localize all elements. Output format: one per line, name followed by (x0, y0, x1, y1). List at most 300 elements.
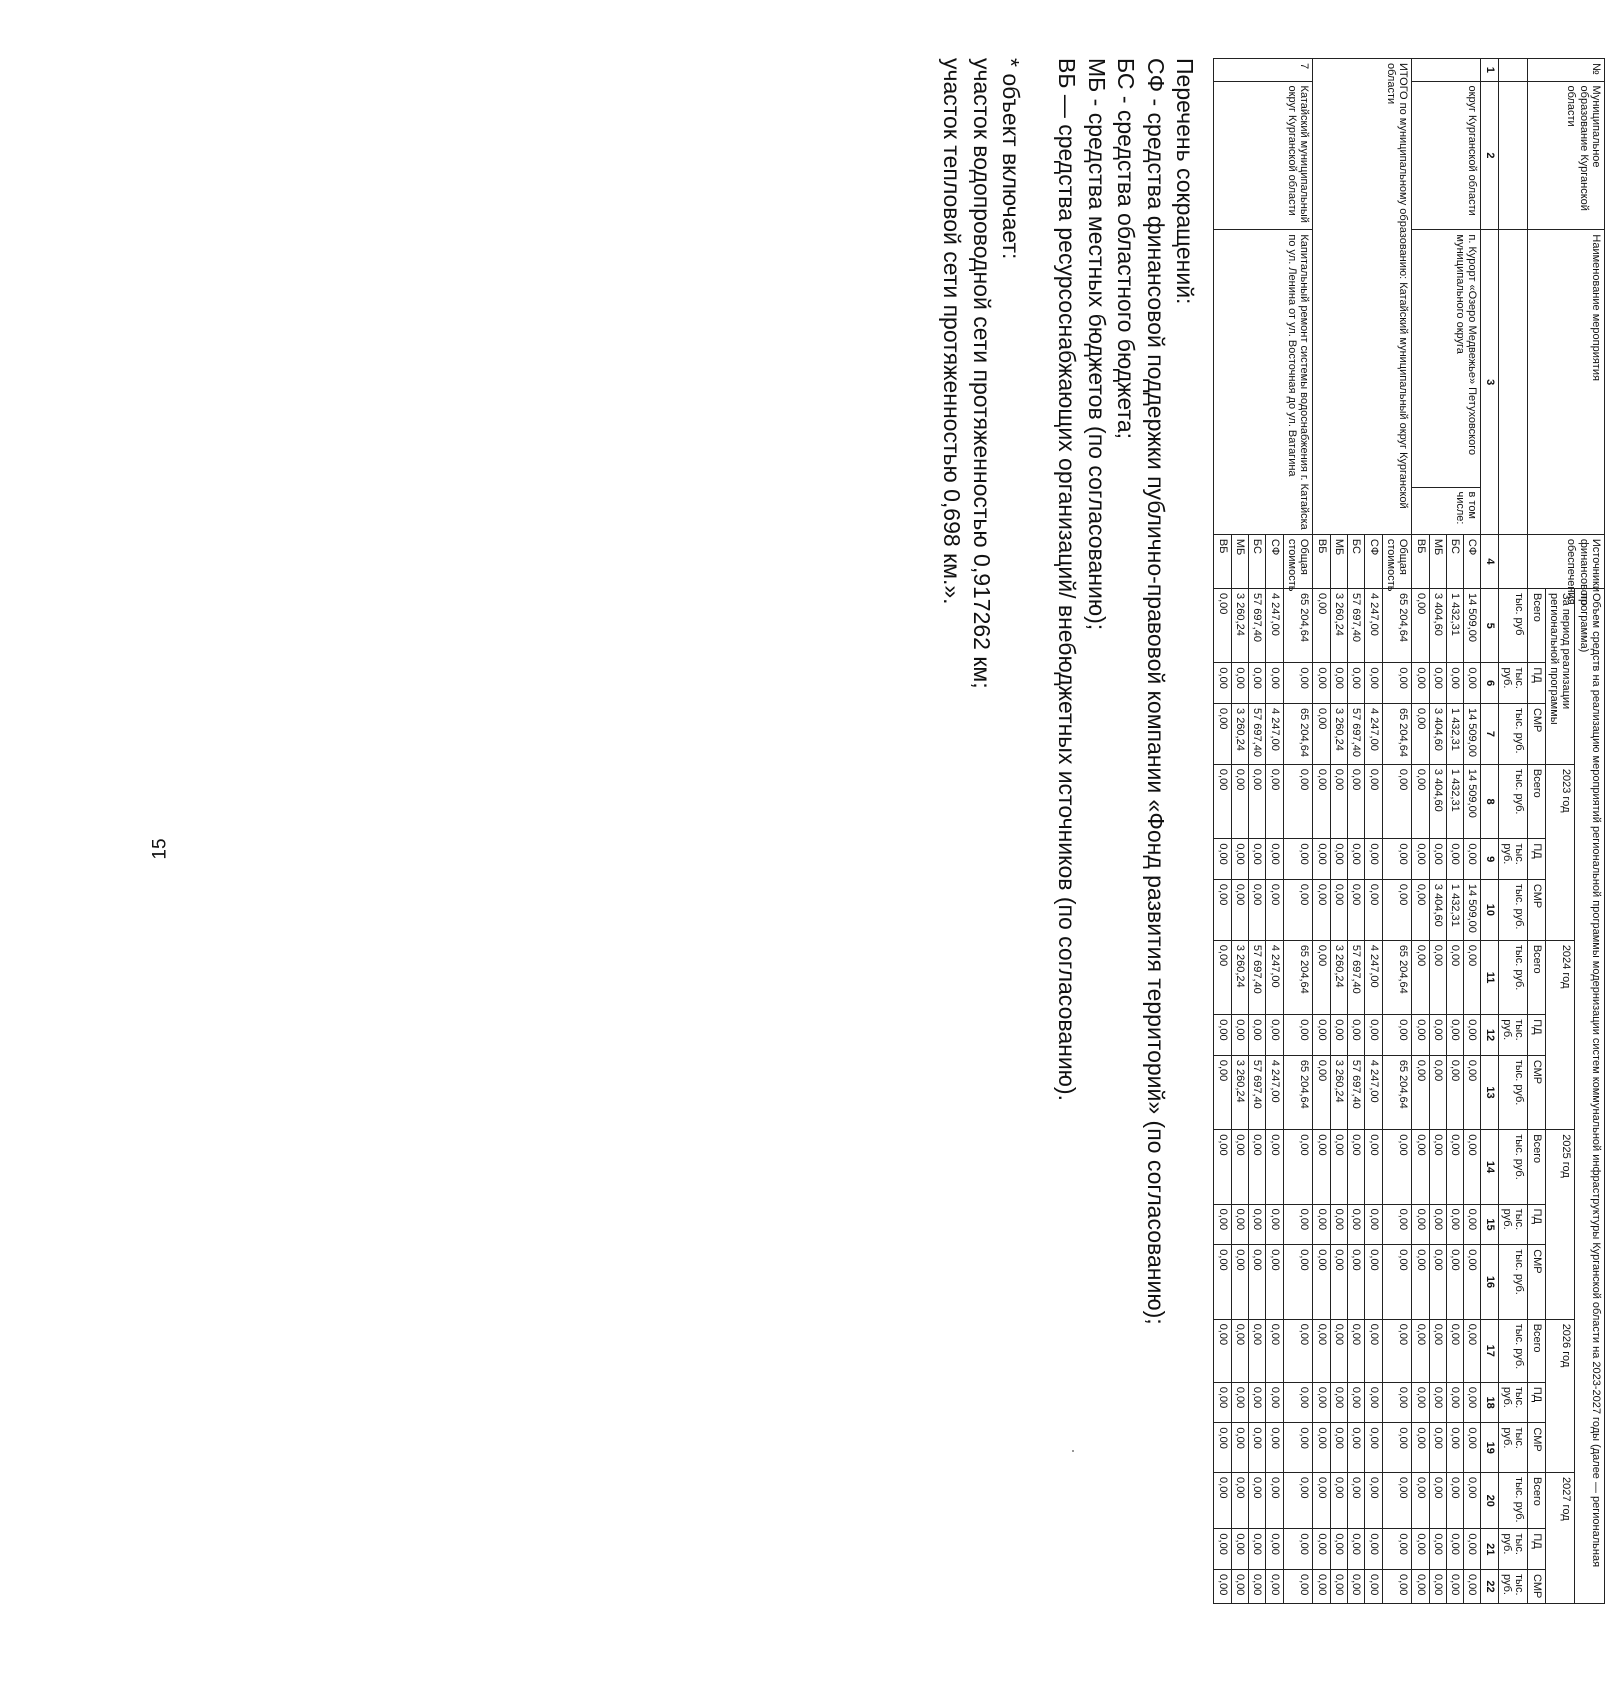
value-cell: 0,00 (1464, 1130, 1481, 1204)
value-cell: 0,00 (1283, 1015, 1313, 1056)
unit-cell: тыс. руб. (1498, 1130, 1528, 1204)
year-header: 2026 год (1545, 1319, 1575, 1472)
value-cell: 3 260,24 (1330, 1055, 1347, 1129)
abbr-line: ВБ — средства ресурсоснабжающих организаций/ внебюджетных источников (по согласованию). (1053, 58, 1080, 1101)
value-cell: 0,00 (1313, 1319, 1330, 1382)
value-cell: 0,00 (1348, 1570, 1365, 1604)
value-cell: 0,00 (1382, 1382, 1412, 1423)
abbr-line: БС - средства областного бюджета; (1113, 58, 1140, 440)
value-cell: 0,00 (1429, 1423, 1446, 1473)
subcol-header: Всего (1528, 1319, 1545, 1382)
value-cell: 0,00 (1330, 1319, 1347, 1382)
header-row-index (1481, 59, 1498, 1604)
col-event-header: Наименование мероприятия (1528, 230, 1605, 534)
value-cell: 0,00 (1412, 704, 1429, 765)
value-cell: 0,00 (1249, 1529, 1266, 1570)
index-cell: 5 (1481, 589, 1498, 663)
value-cell: 0,00 (1365, 1204, 1382, 1245)
value-cell: 0,00 (1266, 1204, 1283, 1245)
value-cell: 0,00 (1313, 839, 1330, 880)
value-cell: 0,00 (1348, 1015, 1365, 1056)
value-cell: 0,00 (1330, 663, 1347, 704)
abbr-line: СФ - средства финансовой поддержки публично-правовой компании «Фонд развития территорий» (по согласованию); (1142, 58, 1169, 1325)
mo-cell: округ Курганской области (1412, 81, 1481, 230)
value-cell: 0,00 (1266, 1423, 1283, 1473)
abbr-line: МБ - средства местных бюджетов (по согласованию); (1083, 58, 1110, 631)
subcol-header: ПД (1528, 1529, 1545, 1570)
value-cell: 0,00 (1365, 1130, 1382, 1204)
value-cell: 0,00 (1231, 764, 1248, 838)
value-cell: 0,00 (1283, 1245, 1313, 1319)
value-cell: 0,00 (1214, 1055, 1231, 1129)
object-line: участок тепловой сети протяженностью 0,698 км.». (938, 58, 965, 605)
value-cell: 1 432,31 (1446, 704, 1463, 765)
index-cell: 9 (1481, 839, 1498, 880)
value-cell: 0,00 (1348, 663, 1365, 704)
value-cell: 3 260,24 (1231, 940, 1248, 1014)
value-cell: 0,00 (1214, 589, 1231, 663)
value-cell: 0,00 (1313, 1382, 1330, 1423)
value-cell: 0,00 (1365, 1319, 1382, 1382)
source-cell: ВБ (1313, 534, 1330, 588)
value-cell: 1 432,31 (1446, 879, 1463, 940)
subcol-header: СМР (1528, 879, 1545, 940)
subcol-header: СМР (1528, 1055, 1545, 1129)
unit-cell: тыс. руб. (1498, 1055, 1528, 1129)
value-cell: 0,00 (1313, 879, 1330, 940)
value-cell: 0,00 (1214, 1382, 1231, 1423)
value-cell: 0,00 (1330, 1570, 1347, 1604)
value-cell: 0,00 (1330, 879, 1347, 940)
value-cell: 0,00 (1446, 1423, 1463, 1473)
value-cell: 0,00 (1412, 1570, 1429, 1604)
value-cell: 0,00 (1266, 1130, 1283, 1204)
source-cell: БС (1249, 534, 1266, 588)
source-cell: ВБ (1214, 534, 1231, 588)
value-cell: 0,00 (1382, 1245, 1412, 1319)
unit-cell: тыс. руб. (1498, 940, 1528, 1014)
value-cell: 0,00 (1464, 839, 1481, 880)
source-cell: МБ (1330, 534, 1347, 588)
value-cell: 0,00 (1412, 589, 1429, 663)
value-cell: 65 204,64 (1283, 589, 1313, 663)
value-cell: 0,00 (1330, 1130, 1347, 1204)
subcol-header: СМР (1528, 704, 1545, 765)
value-cell: 0,00 (1266, 1245, 1283, 1319)
event-cell: п. Курорт «Озеро Медвежье» Петуховского муниципального округа (1412, 230, 1481, 487)
value-cell: 0,00 (1266, 879, 1283, 940)
header-row-units (1498, 59, 1528, 1604)
value-cell: 0,00 (1249, 1245, 1266, 1319)
index-cell: 4 (1481, 534, 1498, 588)
value-cell: 4 247,00 (1266, 1055, 1283, 1129)
blank-cell (1498, 81, 1528, 230)
value-cell: 0,00 (1283, 1319, 1313, 1382)
value-cell: 0,00 (1446, 1015, 1463, 1056)
value-cell: 4 247,00 (1365, 704, 1382, 765)
value-cell: 1 432,31 (1446, 589, 1463, 663)
value-cell: 0,00 (1412, 1423, 1429, 1473)
value-cell: 0,00 (1214, 1319, 1231, 1382)
value-cell: 0,00 (1231, 879, 1248, 940)
value-cell: 0,00 (1412, 1204, 1429, 1245)
value-cell: 0,00 (1348, 1130, 1365, 1204)
col-mo-header: Муниципальное образование Курганской области (1528, 81, 1605, 230)
source-cell: СФ (1266, 534, 1283, 588)
blank-cell (1498, 59, 1528, 82)
value-cell: 0,00 (1214, 940, 1231, 1014)
col-no-header: № (1528, 59, 1605, 82)
index-cell: 8 (1481, 764, 1498, 838)
value-cell: 0,00 (1283, 879, 1313, 940)
subcol-header: Всего (1528, 1473, 1545, 1529)
value-cell: 0,00 (1313, 764, 1330, 838)
value-cell: 14 509,00 (1464, 589, 1481, 663)
value-cell: 14 509,00 (1464, 764, 1481, 838)
value-cell: 0,00 (1348, 1423, 1365, 1473)
value-cell: 0,00 (1266, 1319, 1283, 1382)
index-cell: 16 (1481, 1245, 1498, 1319)
unit-cell: тыс. руб. (1498, 879, 1528, 940)
value-cell: 4 247,00 (1365, 589, 1382, 663)
value-cell: 0,00 (1382, 1319, 1412, 1382)
value-cell: 0,00 (1283, 663, 1313, 704)
value-cell: 0,00 (1365, 663, 1382, 704)
value-cell: 57 697,40 (1249, 704, 1266, 765)
value-cell: 0,00 (1365, 1015, 1382, 1056)
source-cell: БС (1348, 534, 1365, 588)
value-cell: 65 204,64 (1382, 940, 1412, 1014)
value-cell: 1 432,31 (1446, 764, 1463, 838)
unit-cell: тыс. руб. (1498, 1570, 1528, 1604)
value-cell: 0,00 (1214, 764, 1231, 838)
value-cell: 0,00 (1446, 1529, 1463, 1570)
value-cell: 0,00 (1249, 1130, 1266, 1204)
event-cell: Капитальный ремонт системы водоснабжения г. Катайска по ул. Ленина от ул. Восточная до ул. Ватагина (1214, 230, 1313, 534)
value-cell: 0,00 (1412, 764, 1429, 838)
index-cell: 18 (1481, 1382, 1498, 1423)
value-cell: 0,00 (1412, 839, 1429, 880)
index-cell: 12 (1481, 1015, 1498, 1056)
value-cell: 0,00 (1412, 1319, 1429, 1382)
value-cell: 3 404,60 (1429, 764, 1446, 838)
index-cell: 1 (1481, 59, 1498, 82)
value-cell: 0,00 (1365, 1382, 1382, 1423)
value-cell: 0,00 (1266, 1473, 1283, 1529)
value-cell: 0,00 (1249, 1570, 1266, 1604)
value-cell: 0,00 (1313, 1423, 1330, 1473)
source-cell: МБ (1429, 534, 1446, 588)
value-cell: 0,00 (1382, 1204, 1412, 1245)
value-cell: 0,00 (1446, 663, 1463, 704)
value-cell: 0,00 (1283, 764, 1313, 838)
value-cell: 0,00 (1313, 589, 1330, 663)
value-cell: 0,00 (1429, 1529, 1446, 1570)
value-cell: 0,00 (1446, 1204, 1463, 1245)
value-cell: 0,00 (1330, 1382, 1347, 1423)
value-cell: 0,00 (1348, 1245, 1365, 1319)
value-cell: 0,00 (1266, 1529, 1283, 1570)
value-cell: 0,00 (1313, 1204, 1330, 1245)
value-cell: 57 697,40 (1348, 589, 1365, 663)
value-cell: 0,00 (1464, 1319, 1481, 1382)
value-cell: 0,00 (1348, 1382, 1365, 1423)
value-cell: 0,00 (1231, 1529, 1248, 1570)
value-cell: 0,00 (1283, 1382, 1313, 1423)
value-cell: 0,00 (1464, 1529, 1481, 1570)
index-cell: 22 (1481, 1570, 1498, 1604)
period-header: За период реализации региональной программы (1545, 589, 1575, 765)
value-cell: 0,00 (1382, 1130, 1412, 1204)
page-number: 15 (149, 838, 171, 860)
value-cell: 0,00 (1464, 663, 1481, 704)
value-cell: 0,00 (1382, 1529, 1412, 1570)
notes (936, 58, 1199, 1604)
source-cell: Общая стоимость (1283, 534, 1313, 588)
source-cell: Общая стоимость (1382, 534, 1412, 588)
value-cell: 0,00 (1249, 879, 1266, 940)
value-cell: 0,00 (1429, 940, 1446, 1014)
source-cell: СФ (1464, 534, 1481, 588)
unit-cell: тыс. руб. (1498, 1382, 1528, 1423)
source-cell: ВБ (1412, 534, 1429, 588)
value-cell: 0,00 (1348, 879, 1365, 940)
unit-cell: тыс. руб. (1498, 1319, 1528, 1382)
subcol-header: Всего (1528, 940, 1545, 1014)
value-cell: 0,00 (1412, 663, 1429, 704)
value-cell: 0,00 (1283, 1423, 1313, 1473)
value-cell: 0,00 (1214, 704, 1231, 765)
value-cell: 0,00 (1214, 1529, 1231, 1570)
value-cell: 0,00 (1464, 1204, 1481, 1245)
value-cell: 0,00 (1365, 879, 1382, 940)
subcol-header: СМР (1528, 1245, 1545, 1319)
value-cell: 65 204,64 (1283, 1055, 1313, 1129)
unit-cell: тыс. руб. (1498, 1015, 1528, 1056)
value-cell: 0,00 (1464, 1015, 1481, 1056)
value-cell: 0,00 (1348, 839, 1365, 880)
value-cell: 0,00 (1429, 1570, 1446, 1604)
subcol-header: СМР (1528, 1423, 1545, 1473)
value-cell: 4 247,00 (1266, 589, 1283, 663)
unit-cell: тыс. руб. (1498, 663, 1528, 704)
funding-table (1214, 58, 1605, 1604)
value-cell: 0,00 (1348, 1204, 1365, 1245)
table-row (1464, 59, 1481, 1604)
index-cell: 10 (1481, 879, 1498, 940)
value-cell: 0,00 (1446, 1570, 1463, 1604)
value-cell: 0,00 (1231, 1382, 1248, 1423)
value-cell: 0,00 (1464, 1473, 1481, 1529)
value-cell: 0,00 (1464, 940, 1481, 1014)
value-cell: 0,00 (1365, 1423, 1382, 1473)
source-cell: СФ (1365, 534, 1382, 588)
value-cell: 0,00 (1382, 663, 1412, 704)
value-cell: 0,00 (1429, 839, 1446, 880)
value-cell: 65 204,64 (1283, 940, 1313, 1014)
value-cell: 0,00 (1313, 940, 1330, 1014)
value-cell: 4 247,00 (1266, 704, 1283, 765)
value-cell: 0,00 (1231, 1473, 1248, 1529)
index-cell: 19 (1481, 1423, 1498, 1473)
subcol-header: СМР (1528, 1570, 1545, 1604)
value-cell: 0,00 (1365, 764, 1382, 838)
value-cell: 4 247,00 (1365, 1055, 1382, 1129)
value-cell: 57 697,40 (1249, 589, 1266, 663)
value-cell: 0,00 (1214, 1204, 1231, 1245)
value-cell: 0,00 (1266, 764, 1283, 838)
total-row (1283, 59, 1313, 1604)
value-cell: 65 204,64 (1382, 704, 1412, 765)
value-cell: 0,00 (1283, 1529, 1313, 1570)
value-cell: 0,00 (1429, 1473, 1446, 1529)
value-cell: 0,00 (1231, 1130, 1248, 1204)
value-cell: 0,00 (1412, 1130, 1429, 1204)
value-cell: 0,00 (1330, 764, 1347, 838)
total-label-cell: ИТОГО по муниципальному образованию: Катайский муниципальный округ Курганской области (1313, 59, 1412, 535)
value-cell: 0,00 (1382, 1423, 1412, 1473)
value-cell: 0,00 (1429, 1382, 1446, 1423)
year-header: 2023 год (1545, 764, 1575, 940)
value-cell: 0,00 (1313, 1473, 1330, 1529)
year-header: 2024 год (1545, 940, 1575, 1129)
value-cell: 4 247,00 (1266, 940, 1283, 1014)
value-cell: 0,00 (1464, 1382, 1481, 1423)
value-cell: 0,00 (1313, 704, 1330, 765)
value-cell: 0,00 (1214, 1015, 1231, 1056)
mo-cell: Катайский муниципальный округ Курганской области (1214, 81, 1313, 230)
value-cell: 0,00 (1330, 1015, 1347, 1056)
value-cell: 0,00 (1348, 1529, 1365, 1570)
value-cell: 0,00 (1231, 1015, 1248, 1056)
value-cell: 0,00 (1266, 1382, 1283, 1423)
no-cell (1412, 59, 1481, 82)
value-cell: 0,00 (1382, 1015, 1412, 1056)
value-cell: 0,00 (1266, 1570, 1283, 1604)
value-cell: 0,00 (1365, 1473, 1382, 1529)
blank-cell (1498, 534, 1528, 588)
value-cell: 0,00 (1283, 1204, 1313, 1245)
object-title: * объект включает: (998, 58, 1025, 260)
index-cell: 20 (1481, 1473, 1498, 1529)
year-header: 2025 год (1545, 1130, 1575, 1319)
value-cell: 0,00 (1446, 1130, 1463, 1204)
value-cell: 0,00 (1249, 1204, 1266, 1245)
value-cell: 0,00 (1249, 1473, 1266, 1529)
value-cell: 3 260,24 (1231, 1055, 1248, 1129)
value-cell: 0,00 (1464, 1423, 1481, 1473)
value-cell: 0,00 (1231, 1423, 1248, 1473)
unit-cell: тыс. руб. (1498, 764, 1528, 838)
value-cell: 0,00 (1412, 1473, 1429, 1529)
index-cell: 7 (1481, 704, 1498, 765)
value-cell: 0,00 (1464, 1055, 1481, 1129)
value-cell: 0,00 (1382, 1473, 1412, 1529)
value-cell: 0,00 (1464, 1570, 1481, 1604)
subcol-header: ПД (1528, 663, 1545, 704)
value-cell: 0,00 (1313, 1130, 1330, 1204)
value-cell: 0,00 (1313, 1055, 1330, 1129)
value-cell: 0,00 (1365, 1570, 1382, 1604)
value-cell: 0,00 (1446, 1319, 1463, 1382)
value-cell: 0,00 (1249, 1382, 1266, 1423)
value-cell: 0,00 (1429, 1055, 1446, 1129)
value-cell: 0,00 (1365, 839, 1382, 880)
value-cell: 0,00 (1446, 839, 1463, 880)
value-cell: 0,00 (1446, 940, 1463, 1014)
index-cell: 3 (1481, 230, 1498, 534)
subcol-header: ПД (1528, 1382, 1545, 1423)
value-cell: 0,00 (1446, 1473, 1463, 1529)
amount-header: Объем средств на реализацию мероприятий региональной программы модернизации систем коммунальной инфраструктуры Курганской области на 2023-2027 годы (далее — региональная программа) (1575, 589, 1605, 1604)
value-cell: 0,00 (1283, 1473, 1313, 1529)
value-cell: 57 697,40 (1249, 1055, 1266, 1129)
value-cell: 0,00 (1382, 839, 1412, 880)
blank-cell (1498, 230, 1528, 534)
unit-cell: тыс. руб. (1498, 1423, 1528, 1473)
value-cell: 0,00 (1429, 1015, 1446, 1056)
value-cell: 0,00 (1231, 663, 1248, 704)
value-cell: 57 697,40 (1348, 704, 1365, 765)
value-cell: 0,00 (1446, 1055, 1463, 1129)
source-cell: МБ (1231, 534, 1248, 588)
value-cell: 0,00 (1214, 1130, 1231, 1204)
unit-cell: тыс. руб. (1498, 1245, 1528, 1319)
value-cell: 57 697,40 (1249, 940, 1266, 1014)
index-cell: 13 (1481, 1055, 1498, 1129)
value-cell: 0,00 (1412, 1015, 1429, 1056)
value-cell: 0,00 (1330, 1473, 1347, 1529)
value-cell: 0,00 (1214, 1423, 1231, 1473)
value-cell: 0,00 (1365, 1245, 1382, 1319)
value-cell: 0,00 (1249, 663, 1266, 704)
value-cell: 0,00 (1214, 663, 1231, 704)
value-cell: 0,00 (1412, 1055, 1429, 1129)
subcol-header: Всего (1528, 589, 1545, 663)
value-cell: 0,00 (1330, 1245, 1347, 1319)
value-cell: 0,00 (1231, 839, 1248, 880)
value-cell: 0,00 (1429, 1245, 1446, 1319)
value-cell: 0,00 (1382, 879, 1412, 940)
index-cell: 2 (1481, 81, 1498, 230)
value-cell: 0,00 (1382, 764, 1412, 838)
subcol-header: ПД (1528, 1015, 1545, 1056)
index-cell: 14 (1481, 1130, 1498, 1204)
object-line: участок водопроводной сети протяженностью 0,917262 км; (968, 58, 995, 689)
value-cell: 3 260,24 (1330, 704, 1347, 765)
value-cell: 0,00 (1283, 1570, 1313, 1604)
value-cell: 4 247,00 (1365, 940, 1382, 1014)
value-cell: 0,00 (1231, 1319, 1248, 1382)
value-cell: 0,00 (1429, 1319, 1446, 1382)
value-cell: 0,00 (1313, 663, 1330, 704)
value-cell: 3 260,24 (1330, 940, 1347, 1014)
value-cell: 0,00 (1214, 1245, 1231, 1319)
col-source-header: Источники финансового обеспечения (1528, 534, 1605, 588)
value-cell: 0,00 (1412, 1529, 1429, 1570)
value-cell: 0,00 (1348, 764, 1365, 838)
value-cell: 0,00 (1214, 1473, 1231, 1529)
unit-cell: тыс. руб. (1498, 1204, 1528, 1245)
value-cell: 0,00 (1412, 879, 1429, 940)
value-cell: 0,00 (1330, 839, 1347, 880)
source-cell: БС (1446, 534, 1463, 588)
value-cell: 0,00 (1412, 940, 1429, 1014)
value-cell: 3 260,24 (1231, 704, 1248, 765)
value-cell: 0,00 (1231, 1204, 1248, 1245)
value-cell: 0,00 (1249, 1015, 1266, 1056)
value-cell: 0,00 (1313, 1245, 1330, 1319)
